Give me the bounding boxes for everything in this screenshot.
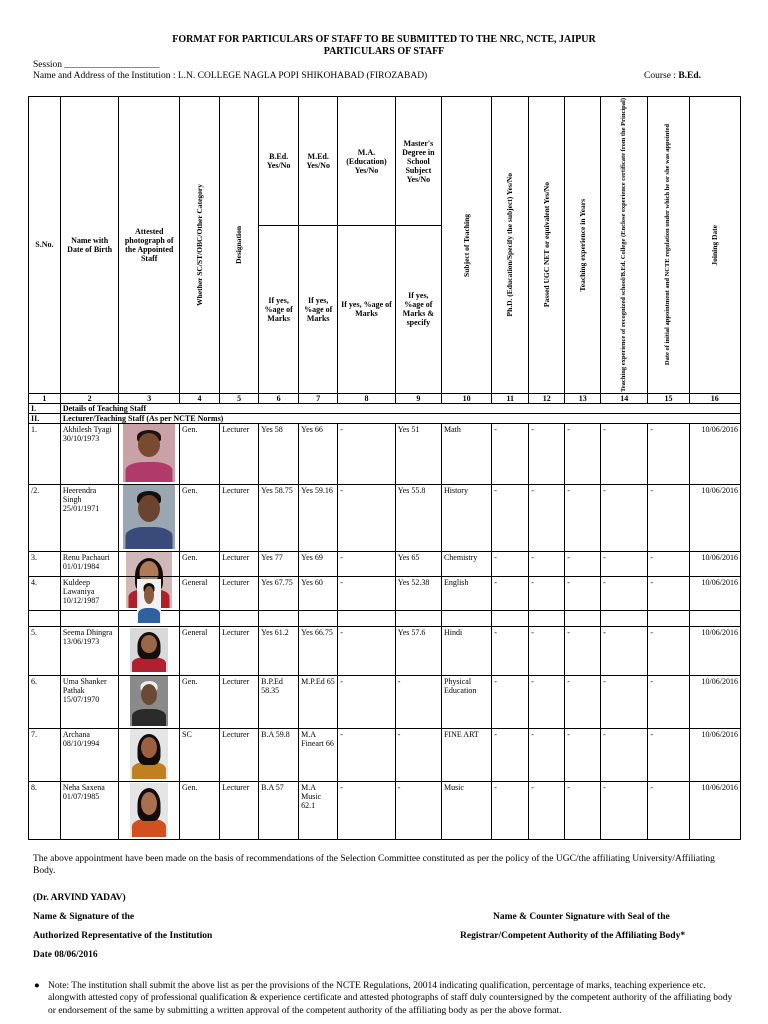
staff-photo bbox=[130, 676, 168, 726]
table-row bbox=[29, 484, 741, 551]
cell-phd: - bbox=[492, 423, 529, 484]
cell-joining: 10/06/2016 bbox=[689, 577, 740, 627]
col-number: 11 bbox=[492, 393, 529, 403]
cell-subject: Physical Education bbox=[441, 676, 491, 729]
col-name: Name with Date of Birth bbox=[60, 97, 119, 394]
course-line bbox=[644, 71, 701, 81]
cell-recognized-exp: - bbox=[601, 627, 648, 676]
col-sno: S.No. bbox=[29, 97, 61, 394]
cell-med: Yes 69 bbox=[299, 551, 338, 610]
cell-designation: Lecturer bbox=[220, 484, 259, 551]
right-signature-label: Name & Counter Signature with Seal of the bbox=[493, 912, 670, 922]
col-med-marks: If yes, %age of Marks bbox=[299, 226, 338, 394]
cell-name bbox=[60, 782, 119, 840]
cell-photo bbox=[119, 577, 180, 627]
col-number: 1 bbox=[29, 393, 61, 403]
col-teaching-exp: Teaching experience in Years bbox=[565, 97, 601, 394]
cell-sno: 7. bbox=[29, 729, 61, 782]
col-number: 2 bbox=[60, 393, 119, 403]
cell-sno: 4. bbox=[29, 577, 61, 627]
cell-med: M.A Music 62.1 bbox=[299, 782, 338, 840]
col-number: 6 bbox=[259, 393, 299, 403]
cell-photo bbox=[119, 782, 180, 840]
col-bed: B.Ed. Yes/No bbox=[259, 97, 299, 226]
cell-category: General bbox=[180, 627, 220, 676]
cell-ma: - bbox=[338, 627, 396, 676]
cell-photo bbox=[119, 423, 180, 484]
section-number: I. bbox=[29, 403, 61, 413]
cell-recognized-exp: - bbox=[601, 782, 648, 840]
cell-masters: Yes 55.8 bbox=[395, 484, 441, 551]
cell-appointment: - bbox=[648, 627, 689, 676]
cell-joining: 10/06/2016 bbox=[689, 484, 740, 551]
col-masters: Master's Degree in School Subject Yes/No bbox=[395, 97, 441, 226]
cell-med: Yes 60 bbox=[299, 577, 338, 627]
course-label: Course : bbox=[644, 71, 679, 81]
col-ugc: Passed UGC NET or equivalent Yes/No bbox=[529, 97, 565, 394]
staff-name: Uma Shanker Pathak bbox=[62, 677, 107, 695]
cell-category: Gen. bbox=[180, 551, 220, 610]
col-number: 5 bbox=[220, 393, 259, 403]
staff-dob: 01/01/1984 bbox=[62, 561, 100, 571]
cell-subject: English bbox=[441, 577, 491, 627]
cell-ma: - bbox=[338, 782, 396, 840]
cell-sno: 6. bbox=[29, 676, 61, 729]
col-masters-marks: If yes, %age of Marks & specify bbox=[395, 226, 441, 394]
cell-med: Yes 66.75 bbox=[299, 627, 338, 676]
cell-exp: - bbox=[565, 423, 601, 484]
cell-ugc: - bbox=[529, 676, 565, 729]
staff-name: Akhilesh Tyagi bbox=[62, 424, 112, 434]
staff-dob: 30/10/1973 bbox=[62, 433, 100, 443]
cell-subject: FINE ART bbox=[441, 729, 491, 782]
cell-med: Yes 66 bbox=[299, 423, 338, 484]
col-number: 16 bbox=[689, 393, 740, 403]
cell-exp: - bbox=[565, 676, 601, 729]
cell-joining: 10/06/2016 bbox=[689, 676, 740, 729]
cell-phd: - bbox=[492, 782, 529, 840]
cell-name bbox=[60, 676, 119, 729]
section-number: II. bbox=[29, 413, 61, 423]
cell-phd: - bbox=[492, 484, 529, 551]
cell-masters: - bbox=[395, 676, 441, 729]
cell-bed: B.P.Ed 58.35 bbox=[259, 676, 299, 729]
institution-line: Name and Address of the Institution : L.N. COLLEGE NAGLA POPI SHIKOHABAD (FIROZABAD) bbox=[33, 71, 428, 81]
staff-dob: 01/07/1985 bbox=[62, 792, 100, 801]
signature-date: Date 08/06/2016 bbox=[33, 950, 98, 960]
cell-phd: - bbox=[492, 729, 529, 782]
cell-ugc: - bbox=[529, 782, 565, 840]
cell-ma: - bbox=[338, 577, 396, 627]
cell-masters: Yes 51 bbox=[395, 423, 441, 484]
section-label: Details of Teaching Staff bbox=[60, 403, 740, 413]
cell-name bbox=[60, 627, 119, 676]
cell-joining: 10/06/2016 bbox=[689, 551, 740, 610]
cell-photo bbox=[119, 484, 180, 551]
table-row bbox=[29, 627, 741, 676]
section-label: Lecturer/Teaching Staff (As per NCTE Norms) bbox=[60, 413, 740, 423]
staff-table-2 bbox=[28, 576, 741, 840]
cell-ma: - bbox=[338, 484, 396, 551]
col-subject: Subject of Teaching bbox=[441, 97, 491, 394]
cell-sno: 1. bbox=[29, 423, 61, 484]
left-signature-label: Name & Signature of the bbox=[33, 912, 135, 922]
cell-ugc: - bbox=[529, 729, 565, 782]
cell-subject: Hindi bbox=[441, 627, 491, 676]
cell-masters: - bbox=[395, 782, 441, 840]
cell-joining: 10/06/2016 bbox=[689, 423, 740, 484]
cell-name bbox=[60, 423, 119, 484]
cell-ugc: - bbox=[529, 627, 565, 676]
course-value: B.Ed. bbox=[678, 71, 702, 81]
cell-phd: - bbox=[492, 577, 529, 627]
table-row bbox=[29, 729, 741, 782]
cell-exp: - bbox=[565, 551, 601, 610]
staff-photo bbox=[123, 485, 175, 549]
cell-phd: - bbox=[492, 551, 529, 610]
session-field: Session ____________________ bbox=[33, 60, 160, 70]
cell-med: Yes 59.16 bbox=[299, 484, 338, 551]
col-photo: Attested photograph of the Appointed Staff bbox=[119, 97, 180, 394]
note-text: Note: The institution shall submit the above list as per the provisions of the NCTE Regulations, 20014 indicating qualification, percentage of marks, teaching experience etc. alongwith attested copy of professional qualification & experience certificate and attested photographs of staff duly countersigned by the competent authority of the affiliating body or endorsement of the same by submitting a written approval of the competent authority of the affiliating body as per the above format. bbox=[48, 981, 733, 1016]
staff-photo bbox=[130, 783, 168, 837]
staff-dob: 15/07/1970 bbox=[62, 695, 100, 704]
cell-recognized-exp: - bbox=[601, 729, 648, 782]
staff-photo bbox=[123, 424, 175, 482]
cell-bed: Yes 58 bbox=[259, 423, 299, 484]
cell-photo bbox=[119, 676, 180, 729]
appointment-statement: The above appointment have been made on the basis of recommendations of the Selection Committee constituted as per the policy of the UGC/the affiliating University/Affiliating Body. bbox=[33, 854, 715, 877]
col-number: 9 bbox=[395, 393, 441, 403]
staff-dob: 08/10/1994 bbox=[62, 739, 100, 748]
col-bed-marks: If yes, %age of Marks bbox=[259, 226, 299, 394]
cell-ugc: - bbox=[529, 484, 565, 551]
cell-exp: - bbox=[565, 782, 601, 840]
cell-sno: 8. bbox=[29, 782, 61, 840]
staff-name: Neha Saxena bbox=[62, 783, 105, 792]
form-subtitle: PARTICULARS OF STAFF bbox=[323, 46, 445, 57]
cell-category: General bbox=[180, 577, 220, 627]
staff-rows-2 bbox=[29, 577, 741, 840]
cell-subject: History bbox=[441, 484, 491, 551]
col-number: 14 bbox=[601, 393, 648, 403]
cell-ugc: - bbox=[529, 423, 565, 484]
cell-ugc: - bbox=[529, 551, 565, 610]
cell-med: M.P.Ed 65 bbox=[299, 676, 338, 729]
note-item bbox=[34, 980, 738, 1024]
cell-phd: - bbox=[492, 627, 529, 676]
cell-masters: Yes 57.6 bbox=[395, 627, 441, 676]
cell-exp: - bbox=[565, 729, 601, 782]
cell-ma: - bbox=[338, 676, 396, 729]
cell-recognized-exp: - bbox=[601, 484, 648, 551]
cell-designation: Lecturer bbox=[220, 627, 259, 676]
col-appointment-date: Date of initial appointment and NCTE regulation under which he or she was appointed bbox=[648, 97, 689, 394]
cell-ma: - bbox=[338, 729, 396, 782]
col-med: M.Ed. Yes/No bbox=[299, 97, 338, 226]
cell-recognized-exp: - bbox=[601, 676, 648, 729]
cell-category: SC bbox=[180, 729, 220, 782]
col-ma: M.A. (Education) Yes/No bbox=[338, 97, 396, 226]
col-phd: Ph.D. (Education/Specify the subject) Yes/No bbox=[492, 97, 529, 394]
cell-appointment: - bbox=[648, 676, 689, 729]
cell-photo bbox=[119, 627, 180, 676]
cell-appointment: - bbox=[648, 729, 689, 782]
cell-bed: B.A 59.8 bbox=[259, 729, 299, 782]
cell-recognized-exp: - bbox=[601, 551, 648, 610]
cell-ma: - bbox=[338, 551, 396, 610]
cell-bed: B.A 57 bbox=[259, 782, 299, 840]
table-row bbox=[29, 676, 741, 729]
cell-recognized-exp: - bbox=[601, 577, 648, 627]
col-number: 10 bbox=[441, 393, 491, 403]
cell-name bbox=[60, 577, 119, 627]
staff-dob: 10/12/1987 bbox=[62, 596, 100, 605]
col-number: 8 bbox=[338, 393, 396, 403]
left-signature-role: Authorized Representative of the Institution bbox=[33, 931, 213, 941]
cell-category: Gen. bbox=[180, 782, 220, 840]
cell-subject: Math bbox=[441, 423, 491, 484]
table-row bbox=[29, 577, 741, 627]
cell-recognized-exp: - bbox=[601, 423, 648, 484]
cell-sno: /2. bbox=[29, 484, 61, 551]
col-number: 13 bbox=[565, 393, 601, 403]
cell-designation: Lecturer bbox=[220, 423, 259, 484]
cell-joining: 10/06/2016 bbox=[689, 729, 740, 782]
signatory-name: (Dr. ARVIND YADAV) bbox=[33, 893, 126, 903]
cell-designation: Lecturer bbox=[220, 551, 259, 610]
staff-name: Kuldeep Lawaniya bbox=[62, 578, 95, 596]
cell-designation: Lecturer bbox=[220, 577, 259, 627]
cell-phd: - bbox=[492, 676, 529, 729]
cell-exp: - bbox=[565, 627, 601, 676]
cell-joining: 10/06/2016 bbox=[689, 627, 740, 676]
cell-ma: - bbox=[338, 423, 396, 484]
bullet-icon: ● bbox=[34, 981, 40, 991]
col-number: 7 bbox=[299, 393, 338, 403]
cell-joining: 10/06/2016 bbox=[689, 782, 740, 840]
staff-photo bbox=[130, 729, 168, 779]
cell-exp: - bbox=[565, 484, 601, 551]
cell-designation: Lecturer bbox=[220, 729, 259, 782]
cell-designation: Lecturer bbox=[220, 782, 259, 840]
staff-name: Renu Pachauri bbox=[62, 552, 110, 562]
col-category: Whether SC/ST/OBC/Other Category bbox=[180, 97, 220, 394]
cell-masters: - bbox=[395, 729, 441, 782]
col-number: 12 bbox=[529, 393, 565, 403]
staff-name: Seema Dhingra bbox=[62, 628, 113, 637]
cell-bed: Yes 61.2 bbox=[259, 627, 299, 676]
staff-photo bbox=[130, 628, 168, 672]
cell-photo bbox=[119, 729, 180, 782]
cell-sno: 5. bbox=[29, 627, 61, 676]
cell-appointment: - bbox=[648, 484, 689, 551]
cell-name bbox=[60, 729, 119, 782]
col-number: 3 bbox=[119, 393, 180, 403]
cell-ugc: - bbox=[529, 577, 565, 627]
cell-appointment: - bbox=[648, 423, 689, 484]
table-row bbox=[29, 782, 741, 840]
cell-exp: - bbox=[565, 577, 601, 627]
staff-name: Heerendra Singh bbox=[62, 485, 97, 504]
staff-name: Archana bbox=[62, 730, 90, 739]
staff-table-1 bbox=[28, 96, 741, 611]
cell-category: Gen. bbox=[180, 676, 220, 729]
cell-med: M.A Fineart 66 bbox=[299, 729, 338, 782]
right-signature-role: Registrar/Competent Authority of the Affiliating Body* bbox=[460, 931, 686, 941]
form-title: FORMAT FOR PARTICULARS OF STAFF TO BE SUBMITTED TO THE NRC, NCTE, JAIPUR bbox=[172, 34, 596, 45]
col-joining: Joining Date bbox=[689, 97, 740, 394]
cell-bed: Yes 58.75 bbox=[259, 484, 299, 551]
cell-masters: Yes 52.38 bbox=[395, 577, 441, 627]
col-designation: Designation bbox=[220, 97, 259, 394]
staff-dob: 25/01/1971 bbox=[62, 503, 100, 513]
cell-subject: Chemistry bbox=[441, 551, 491, 610]
cell-designation: Lecturer bbox=[220, 676, 259, 729]
cell-name bbox=[60, 484, 119, 551]
cell-bed: Yes 77 bbox=[259, 551, 299, 610]
staff-photo bbox=[137, 579, 161, 623]
cell-sno: 3. bbox=[29, 551, 61, 610]
staff-dob: 13/06/1973 bbox=[62, 637, 100, 646]
cell-appointment: - bbox=[648, 551, 689, 610]
col-recognized-exp: Teaching experience of recognized school/B.Ed. College (Enclose experience certificate from the Principal) bbox=[601, 97, 648, 394]
table-row bbox=[29, 423, 741, 484]
cell-appointment: - bbox=[648, 577, 689, 627]
col-number: 15 bbox=[648, 393, 689, 403]
col-ma-marks: If yes, %age of Marks bbox=[338, 226, 396, 394]
cell-appointment: - bbox=[648, 782, 689, 840]
cell-masters: Yes 65 bbox=[395, 551, 441, 610]
cell-category: Gen. bbox=[180, 484, 220, 551]
cell-bed: Yes 67.75 bbox=[259, 577, 299, 627]
cell-subject: Music bbox=[441, 782, 491, 840]
col-number: 4 bbox=[180, 393, 220, 403]
cell-category: Gen. bbox=[180, 423, 220, 484]
